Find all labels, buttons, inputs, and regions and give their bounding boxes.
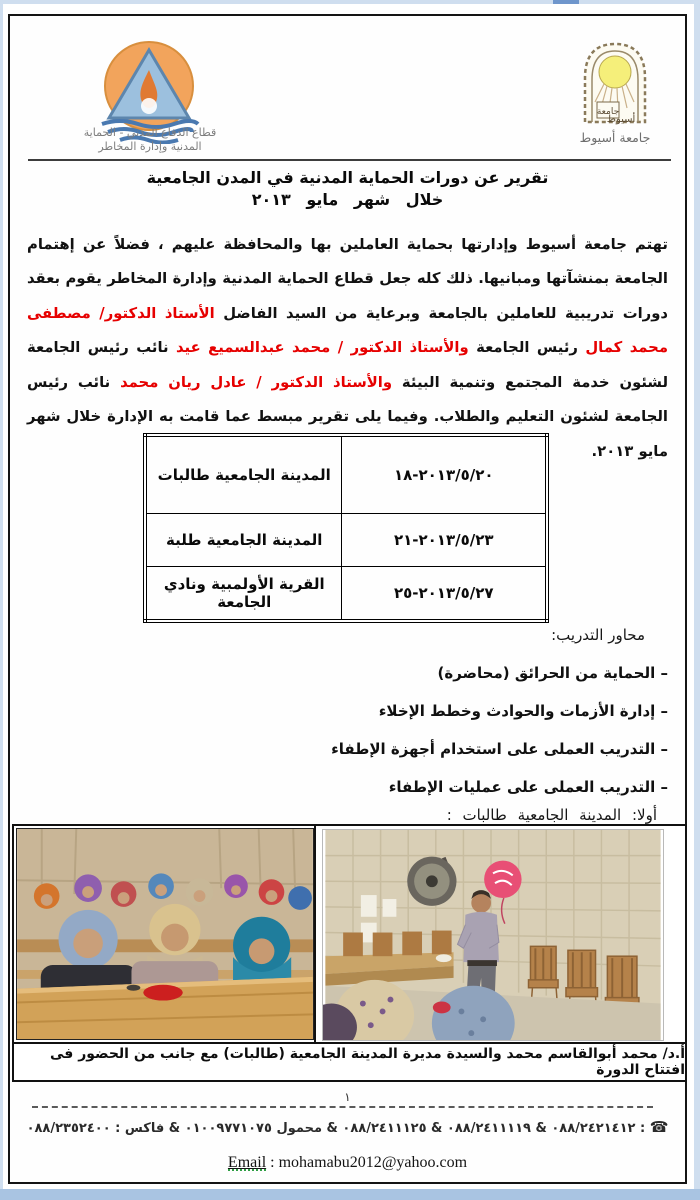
footer-divider <box>32 1106 653 1108</box>
table-row <box>145 514 547 567</box>
svg-text:جامعة: جامعة <box>596 107 620 117</box>
window-frame-bottom <box>0 1189 700 1200</box>
president-name: الأستاذ الدكتور/ مصطفى محمد كمال <box>27 304 668 357</box>
report-title-line1: تقرير عن دورات الحماية المدنية في المدن الجامعية <box>146 168 549 187</box>
report-title <box>10 167 685 211</box>
window-frame-left <box>0 0 3 1200</box>
civil-defense-caption-line1: قطاع الدفاع المدني - الحماية <box>83 126 217 139</box>
schedule-location: القرية الأولمبية ونادي الجامعة <box>145 567 342 622</box>
intro-closing: نائب رئيس الجامعة لشئون التعليم والطلاب. وفيما يلى تقرير مبسط عما قامت به الإدارة خلال شهر مايو ٢٠١٣. <box>27 373 668 460</box>
civil-defense-caption-line2: المدنية وإدارة المخاطر <box>98 140 202 153</box>
topics-heading: محاور التدريب: <box>551 626 645 644</box>
table-row <box>145 567 547 622</box>
assiut-university-caption: جامعة أسيوط <box>579 130 651 145</box>
audience-photo <box>16 828 314 1040</box>
phone-numbers: ٠٨٨/٢٤٢١٤١٢ & ٠٨٨/٢٤١١١١٩ & ٠٨٨/٢٤١١١٢٥ & محمول ٠١٠٠٩٧٧١٠٧٥ & فاكس : ٠٨٨/٢٣٥٢٤٠٠ <box>26 1121 636 1136</box>
photo-row <box>14 826 685 1042</box>
schedule-location: المدينة الجامعية طالبات <box>145 435 342 514</box>
schedule-date: ٢٠١٣/٥/٢٧-٢٥ <box>342 567 547 622</box>
window-frame-top <box>0 0 700 4</box>
wall-fan <box>407 857 456 906</box>
photo-cell-left <box>14 826 316 1042</box>
list-item: – إدارة الأزمات والحوادث وخطط الإخلاء <box>378 702 668 720</box>
section-first-label: أولا: المدينة الجامعية طالبات : <box>446 806 657 824</box>
list-item: – التدريب العملى على استخدام أجهزة الإطفاء <box>331 740 668 758</box>
president-role: رئيس الجامعة <box>468 339 578 357</box>
svg-text:أسيوط: أسيوط <box>606 114 636 125</box>
email-address[interactable]: mohamabu2012@yahoo.com <box>278 1154 468 1171</box>
schedule-table <box>143 433 549 623</box>
email-separator: : <box>266 1154 279 1171</box>
photo-caption: أ.د/ محمد أبوالقاسم محمد والسيدة مديرة المدينة الجامعية (طالبات) مع جانب من الحضور فى افتتاح الدورة <box>14 1042 685 1080</box>
schedule-date: ٢٠١٣/٥/٢٣-٢١ <box>342 514 547 567</box>
phone-separator: : <box>635 1121 650 1136</box>
civil-defense-caption <box>40 126 260 154</box>
vice-president-community-role: نائب رئيس الجامعة لشئون خدمة المجتمع وتنمية البيئة <box>27 339 668 391</box>
photo-figure <box>12 824 687 1082</box>
schedule-date: ٢٠١٣/٥/٢٠-١٨ <box>342 435 547 514</box>
photo-cell-right <box>316 826 688 1042</box>
report-title-line2: خلال شهر مايو ٢٠١٣ <box>251 190 444 209</box>
document-page <box>8 14 687 1184</box>
list-item: – التدريب العملى على عمليات الإطفاء <box>388 778 668 796</box>
vice-president-community-name: والأستاذ الدكتور / محمد عبدالسميع عيد <box>168 339 469 357</box>
table-row <box>145 435 547 514</box>
email-label: Email <box>227 1154 267 1171</box>
page-number: ١ <box>344 1090 351 1104</box>
header-divider <box>28 159 671 161</box>
phone-icon: ☎ <box>649 1118 669 1136</box>
schedule-location: المدينة الجامعية طلبة <box>145 514 342 567</box>
window-frame-right <box>694 0 700 1200</box>
assiut-university-logo <box>577 38 653 126</box>
list-item: – الحماية من الحرائق (محاضرة) <box>437 664 668 682</box>
intro-text: تهتم جامعة أسيوط وإدارتها بحماية العاملين بها والمحافظة عليهم ، فضلاً عن إهتمام الجامعة بمنشآتها ومبانيها. ذلك كله جعل قطاع الحماية المدنية وإدارة المخاطر يقوم بعقد دورات تدريبية للعاملين بالجامعة وبرعاية من السيد الفاضل <box>27 235 668 322</box>
contact-phone-line <box>10 1118 685 1136</box>
contact-email-line <box>10 1154 685 1172</box>
scrollbar-thumb[interactable] <box>553 0 579 4</box>
lecture-photo <box>322 829 664 1041</box>
vice-president-education-name: والأستاذ الدكتور / عادل ريان محمد <box>110 373 393 391</box>
